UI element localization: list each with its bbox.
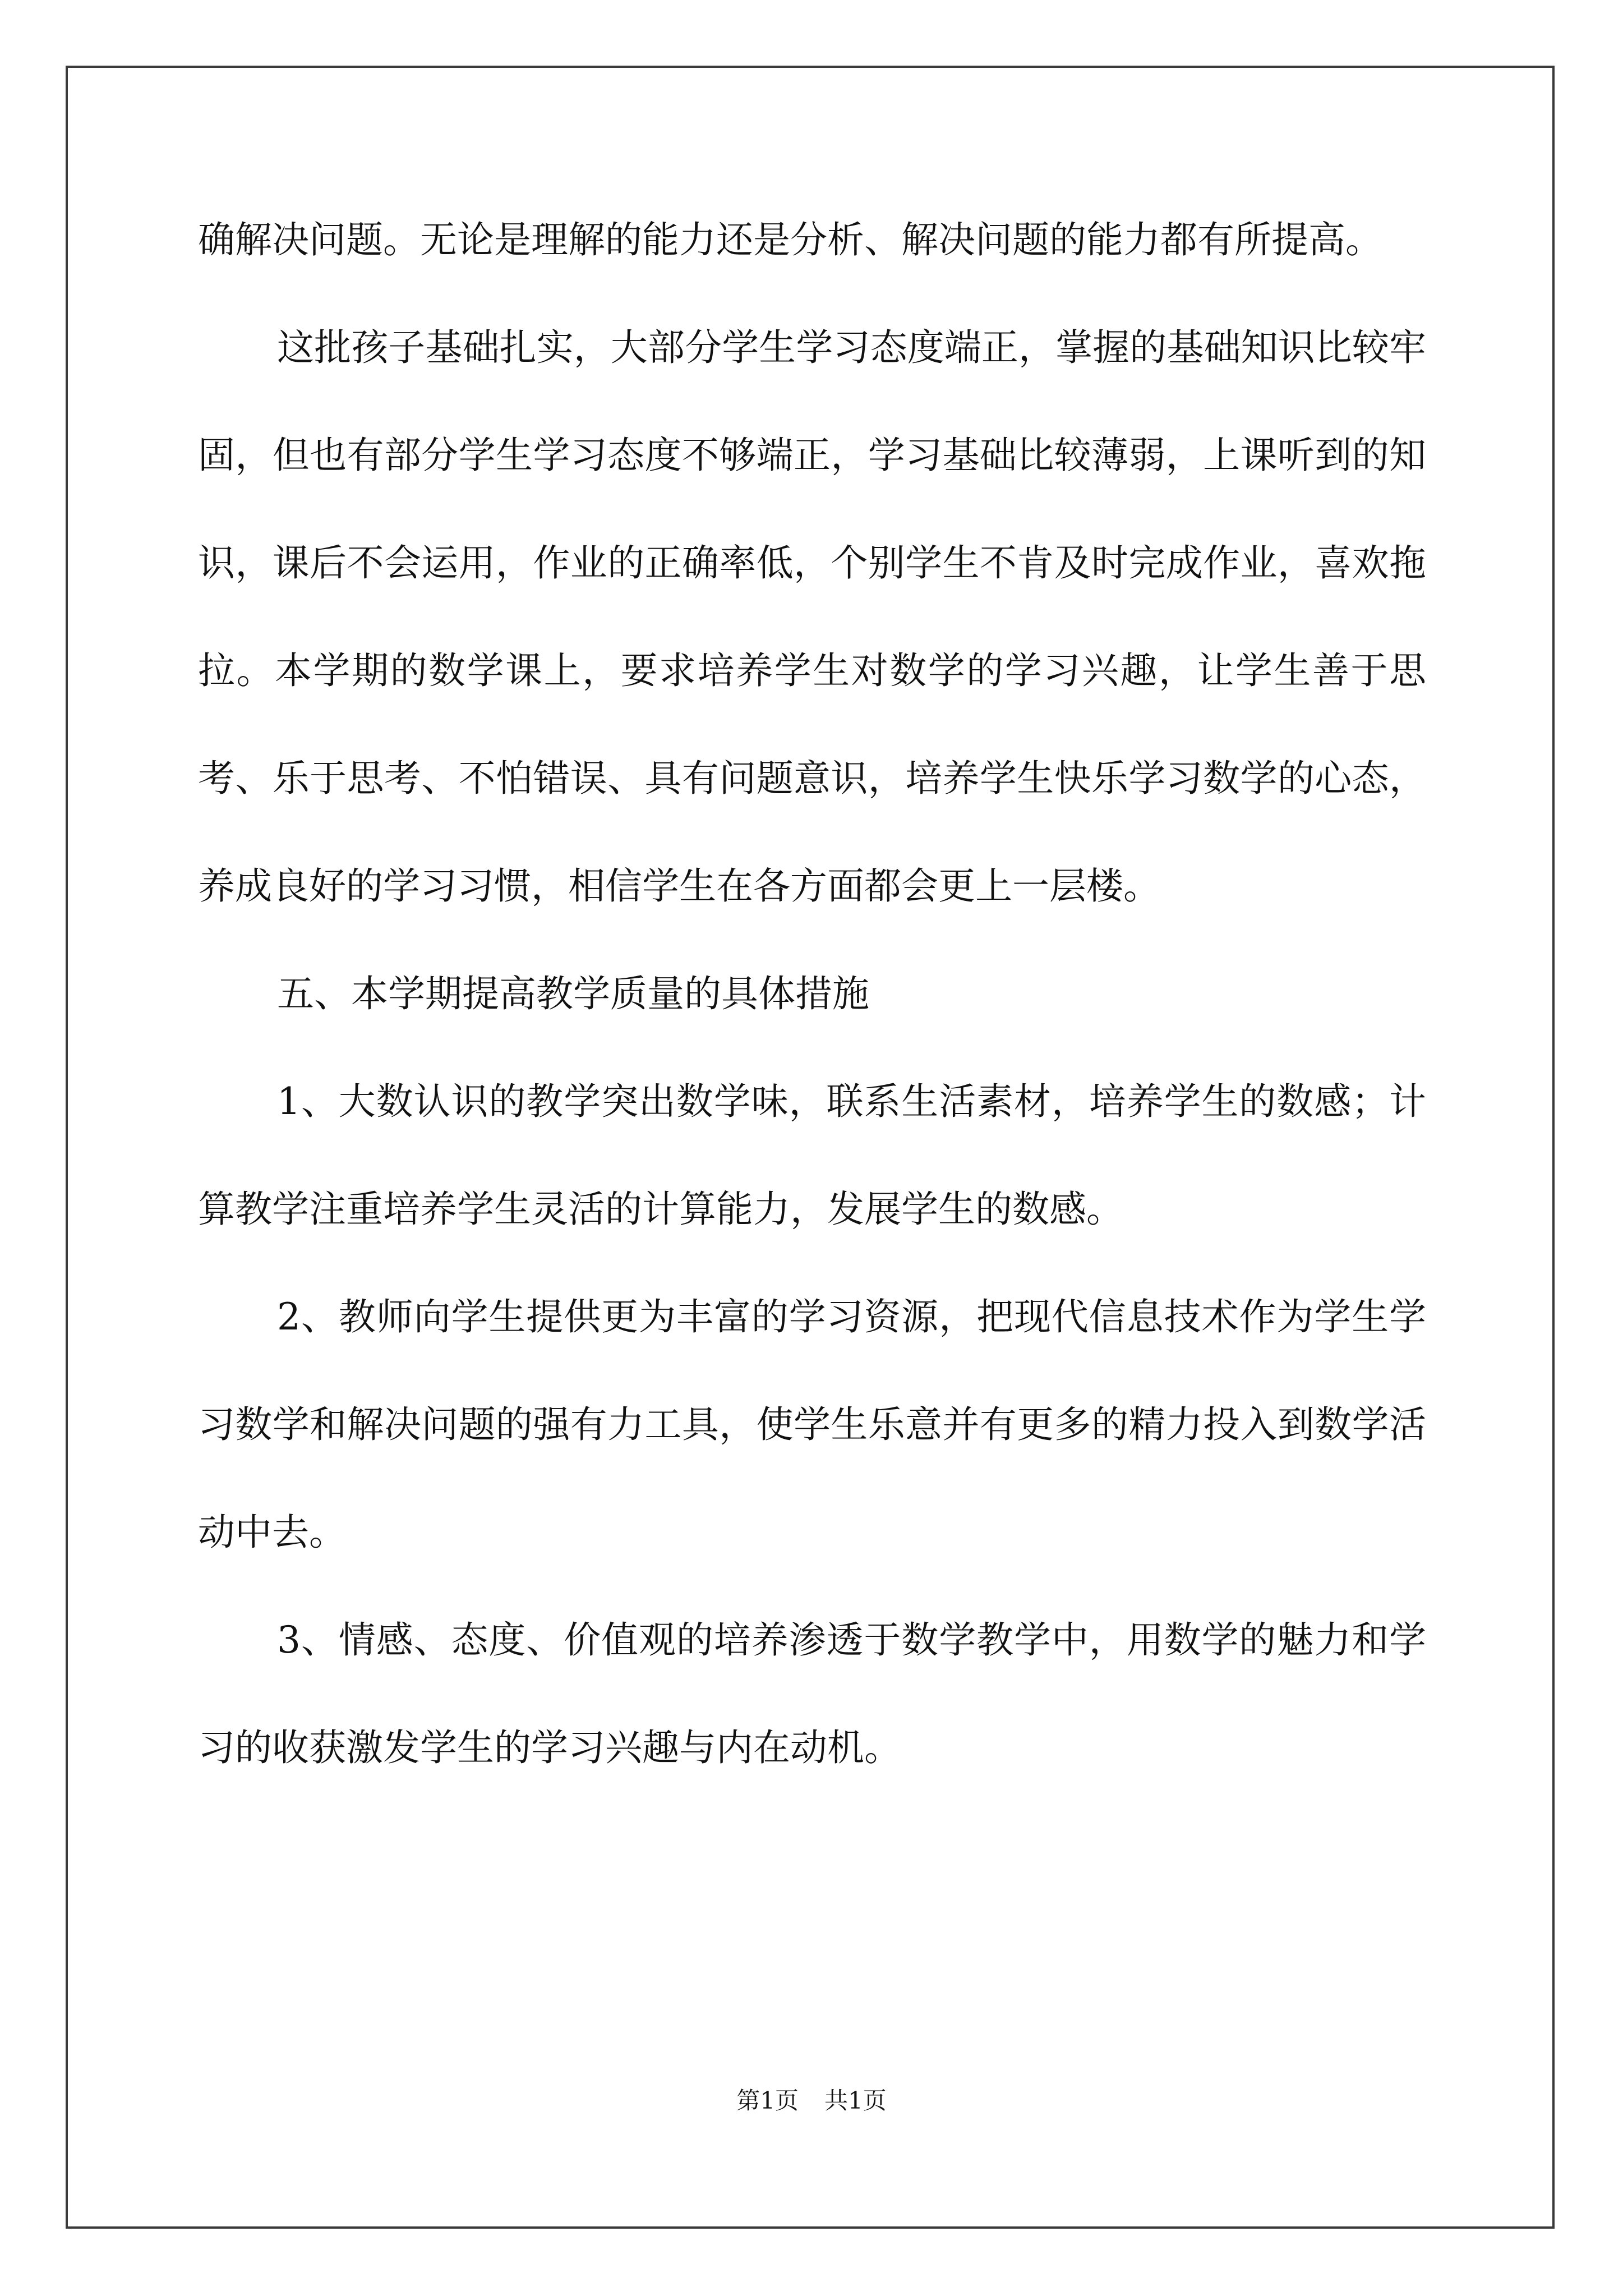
section-heading-measures: 五、本学期提高教学质量的具体措施	[277, 972, 869, 1015]
measure-item-3: 3、情感、态度、价值观的培养渗透于数学教学中，用数学的魅力和学习的收获激发学生的学习兴趣与内在动机。	[198, 1618, 1426, 1769]
paragraph-2: 这批孩子基础扎实，大部分学生学习态度端正，掌握的基础知识比较牢固，但也有部分学生学习态度不够端正，学习基础比较薄弱，上课听到的知识，课后不会运用，作业的正确率低，个别学生不肯及时完成作业，喜欢拖拉。本学期的数学课上，要求培养学生对数学的学习兴趣，让学生善于思考、乐于思考、不怕错误、具有问题意识，培养学生快乐学习数学的心态，养成良好的学习习惯，相信学生在各方面都会更上一层楼。	[198, 326, 1426, 908]
page-number-total: 共1页	[824, 2087, 887, 2114]
paragraph-1: 确解决问题。无论是理解的能力还是分析、解决问题的能力都有所提高。	[198, 218, 1382, 261]
page-number-current: 第1页	[736, 2087, 799, 2114]
measure-item-1: 1、大数认识的教学突出数学味，联系生活素材，培养学生的数感；计算教学注重培养学生灵活的计算能力，发展学生的数感。	[198, 1080, 1426, 1231]
page-footer	[0, 2084, 1623, 2118]
measure-item-2: 2、教师向学生提供更为丰富的学习资源，把现代信息技术作为学生学习数学和解决问题的强有力工具，使学生乐意并有更多的精力投入到数学活动中去。	[198, 1295, 1426, 1554]
document-body	[198, 186, 1426, 1802]
